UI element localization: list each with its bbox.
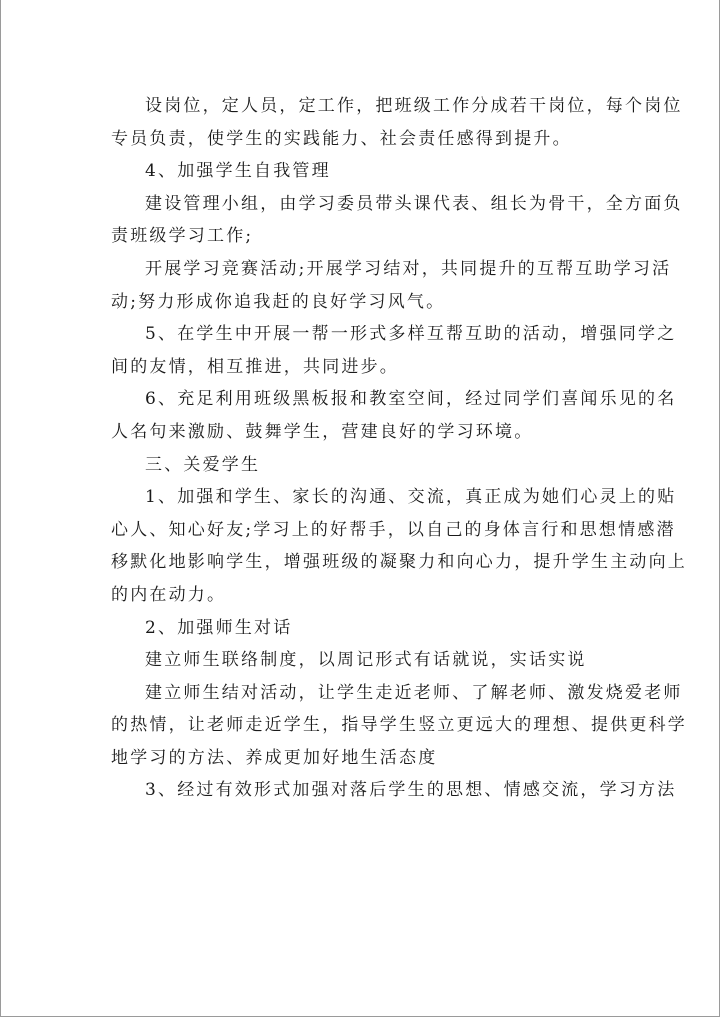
text-line: 间的友情，相互推进，共同进步。 (111, 356, 399, 377)
text-line: 6、充足利用班级黑板报和教室空间，经过同学们喜闻乐见的名 (145, 389, 677, 410)
text-line: 动;努力形成你追我赶的良好学习风气。 (111, 291, 446, 312)
text-line: 3、经过有效形式加强对落后学生的思想、情感交流，学习方法 (145, 780, 677, 801)
text-line: 建立师生联络制度，以周记形式有话就说，实话实说 (145, 650, 587, 671)
text-line: 5、在学生中开展一帮一形式多样互帮互助的活动，增强同学之 (145, 324, 677, 345)
body-text (111, 90, 687, 807)
text-line: 地学习的方法、养成更加好地生活态度 (111, 747, 438, 768)
text-line: 三、关爱学生 (145, 454, 261, 475)
text-line: 人名句来激励、鼓舞学生，营建良好的学习环境。 (111, 421, 534, 442)
text-line: 4、加强学生自我管理 (145, 161, 331, 182)
text-line: 心人、知心好友;学习上的好帮手，以自己的身体言行和思想情感潜 (111, 519, 676, 540)
text-line: 建立师生结对活动，让学生走近老师、了解老师、激发烧爱老师 (145, 682, 683, 703)
text-line: 建设管理小组，由学习委员带头课代表、组长为骨干，全方面负 (145, 193, 683, 214)
text-line: 2、加强师生对话 (145, 617, 293, 638)
text-line: 设岗位，定人员，定工作，把班级工作分成若干岗位，每个岗位 (145, 96, 683, 116)
text-line: 移默化地影响学生，增强班级的凝聚力和向心力，提升学生主动向上 (111, 552, 687, 573)
text-line: 1、加强和学生、家长的沟通、交流，真正成为她们心灵上的贴 (145, 487, 677, 508)
text-line: 的内在动力。 (111, 584, 227, 605)
text-line: 责班级学习工作; (111, 226, 254, 247)
text-line: 专员负责，使学生的实践能力、社会责任感得到提升。 (111, 128, 572, 149)
text-line: 的热情，让老师走近学生，指导学生竖立更远大的理想、提供更科学 (111, 715, 687, 736)
text-line: 开展学习竞赛活动;开展学习结对，共同提升的互帮互助学习活 (145, 258, 672, 279)
